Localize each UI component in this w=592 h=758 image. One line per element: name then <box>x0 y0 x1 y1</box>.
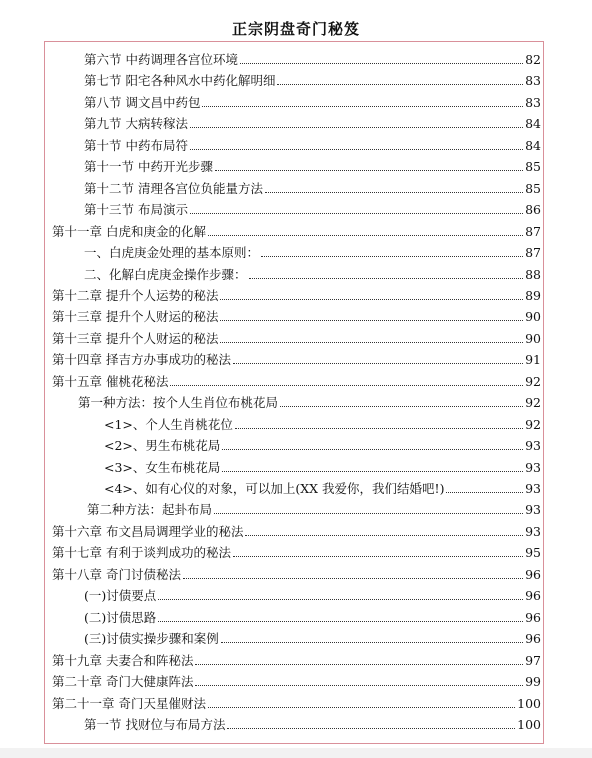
toc-entry-page-number: 93 <box>525 438 541 454</box>
toc-entry-title: 第十三章 提升个人财运的秘法 <box>52 309 219 325</box>
toc-entry-title: 第十三章 提升个人财运的秘法 <box>52 330 219 346</box>
toc-entry-page-number: 99 <box>525 674 541 690</box>
toc-entry[interactable] <box>84 624 541 646</box>
toc-entry[interactable] <box>84 88 541 110</box>
toc-entry-page-number: 93 <box>525 523 541 539</box>
toc-leader-dots <box>208 235 523 236</box>
toc-entry-page-number: 96 <box>525 566 541 582</box>
toc-entry-title: 第二十一章 奇门天星催财法 <box>52 695 206 711</box>
toc-entry-page-number: 89 <box>525 287 541 303</box>
toc-entry-page-number: 84 <box>525 116 541 132</box>
toc-leader-dots <box>235 428 523 429</box>
toc-leader-dots <box>190 213 523 214</box>
toc-entry-title: (一)讨债要点 <box>84 588 157 604</box>
toc-entry[interactable] <box>84 710 541 732</box>
toc-entry-page-number: 96 <box>525 609 541 625</box>
toc-leader-dots <box>158 621 523 622</box>
toc-leader-dots <box>170 385 523 386</box>
toc-entry[interactable] <box>52 302 541 324</box>
toc-entry-title: 第八节 调文昌中药包 <box>84 94 201 110</box>
toc-entry[interactable] <box>84 45 541 67</box>
toc-leader-dots <box>214 513 523 514</box>
toc-leader-dots <box>158 599 523 600</box>
toc-entry-page-number: 84 <box>525 137 541 153</box>
page-bottom-edge <box>0 748 592 758</box>
toc-entry[interactable] <box>52 538 541 560</box>
toc-entry-page-number: 90 <box>525 309 541 325</box>
toc-entry[interactable] <box>104 410 541 432</box>
toc-entry[interactable] <box>84 260 541 282</box>
toc-entry[interactable] <box>52 217 541 239</box>
toc-entry-title: 第六节 中药调理各宫位环境 <box>84 52 238 67</box>
toc-entry[interactable] <box>84 152 541 174</box>
toc-entry-title: 第十六章 布文昌局调理学业的秘法 <box>52 523 244 539</box>
toc-entry[interactable] <box>84 238 541 260</box>
toc-entry-title: <1>、个人生肖桃花位 <box>104 416 233 432</box>
toc-entry-title: 第二种方法：起卦布局 <box>87 502 213 518</box>
toc-leader-dots <box>245 535 523 536</box>
toc-leader-dots <box>222 449 523 450</box>
toc-leader-dots <box>195 685 523 686</box>
toc-entry-title: 第十一节 中药开光步骤 <box>84 159 213 175</box>
toc-entry-page-number: 82 <box>525 52 541 67</box>
toc-entry-page-number: 87 <box>525 223 541 239</box>
toc-entry-page-number: 92 <box>525 395 541 411</box>
toc-entry[interactable] <box>87 495 541 517</box>
toc-leader-dots <box>280 406 523 407</box>
toc-entry-title: 第十一章 白虎和庚金的化解 <box>52 223 206 239</box>
toc-leader-dots <box>220 342 523 343</box>
toc-entry[interactable] <box>84 195 541 217</box>
toc-entry[interactable] <box>78 388 541 410</box>
toc-entry-title: 一、白虎庚金处理的基本原则： <box>84 245 260 261</box>
toc-entry[interactable] <box>52 667 541 689</box>
toc-entry[interactable] <box>84 174 541 196</box>
toc-leader-dots <box>183 578 523 579</box>
toc-leader-dots <box>446 492 523 493</box>
toc-leader-dots <box>240 63 523 64</box>
toc-entry[interactable] <box>52 689 541 711</box>
toc-entry[interactable] <box>52 517 541 539</box>
toc-leader-dots <box>202 106 523 107</box>
toc-entry-page-number: 96 <box>525 588 541 604</box>
toc-entry-page-number: 88 <box>525 266 541 282</box>
toc-leader-dots <box>233 556 523 557</box>
toc-leader-dots <box>208 707 515 708</box>
toc-entry[interactable] <box>84 109 541 131</box>
toc-entry[interactable] <box>52 345 541 367</box>
toc-entry-title: 第十八章 奇门讨债秘法 <box>52 566 181 582</box>
toc-entry-title: 第九节 大病转稼法 <box>84 116 188 132</box>
toc-entry-page-number: 100 <box>517 695 541 711</box>
toc-entry-title: <4>、如有心仪的对象，可以加上(XX 我爱你，我们结婚吧!) <box>104 481 445 496</box>
toc-entry-page-number: 93 <box>525 481 541 496</box>
toc-leader-dots <box>215 170 523 171</box>
toc-entry-page-number: 95 <box>525 545 541 561</box>
toc-leader-dots <box>190 127 523 128</box>
toc-entry-page-number: 97 <box>525 652 541 668</box>
toc-entry-title: 第十七章 有利于谈判成功的秘法 <box>52 545 231 561</box>
toc-leader-dots <box>220 299 523 300</box>
toc-entry[interactable] <box>52 646 541 668</box>
toc-entry[interactable] <box>52 560 541 582</box>
toc-entry[interactable] <box>84 131 541 153</box>
toc-entry-page-number: 93 <box>525 459 541 475</box>
toc-entry[interactable] <box>84 66 541 88</box>
toc-entry-page-number: 92 <box>525 416 541 432</box>
toc-entry-page-number: 93 <box>525 502 541 518</box>
toc-entry-page-number: 83 <box>525 73 541 89</box>
toc-leader-dots <box>249 278 524 279</box>
toc-entry[interactable] <box>52 281 541 303</box>
toc-entry-page-number: 91 <box>525 352 541 368</box>
page-title: 正宗阴盘奇门秘笈 <box>231 20 360 38</box>
toc-entry-page-number: 86 <box>525 202 541 218</box>
toc-leader-dots <box>233 363 523 364</box>
toc-leader-dots <box>277 84 523 85</box>
toc-entry-title: 第十九章 夫妻合和阵秘法 <box>52 652 194 668</box>
toc-entry-title: 第十四章 择吉方办事成功的秘法 <box>52 352 231 368</box>
toc-entry-page-number: 92 <box>525 373 541 389</box>
toc-entry[interactable] <box>84 581 541 603</box>
toc-entry-page-number: 100 <box>517 716 541 732</box>
toc-entry-title: 第十二章 提升个人运势的秘法 <box>52 287 219 303</box>
toc-entry-page-number: 83 <box>525 94 541 110</box>
toc-entry-title: <3>、女生布桃花局 <box>104 459 221 475</box>
toc-entry-title: 二、化解白虎庚金操作步骤： <box>84 266 247 282</box>
toc-entry-title: (二)讨债思路 <box>84 609 157 625</box>
toc-entry[interactable] <box>52 324 541 346</box>
toc-entry-page-number: 85 <box>525 180 541 196</box>
toc-entry-title: (三)讨债实操步骤和案例 <box>84 631 219 647</box>
toc-entry-page-number: 90 <box>525 330 541 346</box>
toc-entry-title: 第一种方法：按个人生肖位布桃花局 <box>78 395 279 411</box>
toc-entry-page-number: 96 <box>525 631 541 647</box>
toc-entry-title: 第十五章 催桃花秘法 <box>52 373 169 389</box>
toc-leader-dots <box>261 256 523 257</box>
toc-leader-dots <box>221 642 523 643</box>
toc-leader-dots <box>195 664 523 665</box>
toc-entry[interactable] <box>104 431 541 453</box>
toc-entry[interactable] <box>104 474 541 496</box>
toc-entry-title: <2>、男生布桃花局 <box>104 438 221 454</box>
toc-entry[interactable] <box>52 367 541 389</box>
toc-entry-title: 第二十章 奇门大健康阵法 <box>52 674 194 690</box>
toc-leader-dots <box>227 728 515 729</box>
toc-leader-dots <box>265 192 523 193</box>
toc-leader-dots <box>222 471 523 472</box>
toc-leader-dots <box>190 149 523 150</box>
toc-entry-title: 第七节 阳宅各种风水中药化解明细 <box>84 73 276 89</box>
toc-entry-title: 第一节 找财位与布局方法 <box>84 716 226 732</box>
toc-entry-page-number: 87 <box>525 245 541 261</box>
toc-entry[interactable] <box>104 453 541 475</box>
toc-entry-title: 第十三节 布局演示 <box>84 202 188 218</box>
toc-leader-dots <box>220 320 523 321</box>
toc-entry-page-number: 85 <box>525 159 541 175</box>
toc-entry-title: 第十二节 清理各宫位负能量方法 <box>84 180 263 196</box>
toc-entry[interactable] <box>84 603 541 625</box>
toc-frame <box>44 41 544 744</box>
toc-entry-title: 第十节 中药布局符 <box>84 137 188 153</box>
